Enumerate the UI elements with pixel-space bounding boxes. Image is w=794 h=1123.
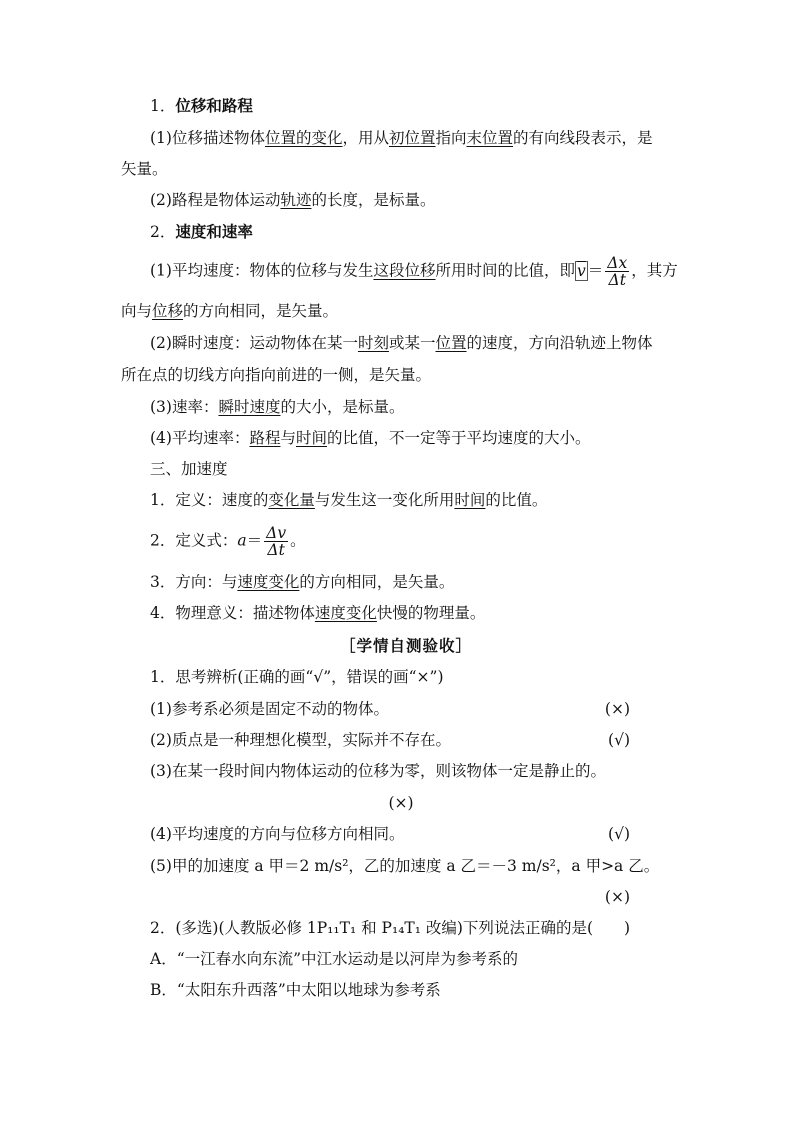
paragraph-displacement: (1)位移描述物体位置的变化，用从初位置指向末位置的有向线段表示，是 (150, 129, 653, 147)
blank-answer: 这段位移 (373, 261, 436, 280)
blank-answer: 路程 (249, 429, 281, 447)
answer-mark: (×) (604, 888, 630, 906)
answer-mark: (×) (388, 794, 414, 812)
blank-answer: 位置的变化 (264, 129, 343, 147)
paragraph-instant-velocity: (2)瞬时速度：运动物体在某一时刻或某一位置的速度，方向沿轨迹上物体 (150, 334, 653, 352)
heading-acceleration: 三、加速度 (150, 460, 228, 478)
paragraph-acceleration-formula: 2．定义式：a＝ $\frac{\Delta v}{\Delta t}$ 。 (150, 524, 306, 559)
heading-velocity-speed: 2．速度和速率 (150, 222, 253, 241)
fraction-dx-dt: $\frac{\Delta x}{\Delta t}$ (607, 254, 628, 289)
paragraph-displacement-cont: 矢量。 (121, 160, 168, 178)
question-2-option-b: B．“太阳东升西落”中太阳以地球为参考系 (150, 981, 441, 999)
fraction-dv-dt: $\frac{\Delta v}{\Delta t}$ (266, 524, 287, 559)
blank-answer: 轨迹 (280, 191, 312, 209)
paragraph-acceleration-meaning: 4．物理意义：描述物体速度变化快慢的物理量。 (150, 604, 486, 622)
paragraph-acceleration-definition: 1．定义：速度的变化量与发生这一变化所用时间的比值。 (150, 491, 548, 509)
section-title-self-test: ［学情自测验收］ (340, 636, 473, 655)
paragraph-average-velocity: (1)平均速度：物体的位移与发生这段位移所用时间的比值，即 $\overline{v}$ ＝ $\frac{\Delta x}{\Delta t}$ ，其方 (150, 254, 678, 289)
question-1-item-1: (1)参考系必须是固定不动的物体。 (×) (150, 700, 630, 718)
answer-mark: (√) (608, 825, 630, 843)
blank-answer: 时间 (454, 491, 486, 509)
blank-answer: 速度变化 (237, 573, 300, 591)
paragraph-distance: (2)路程是物体运动轨迹的长度，是标量。 (150, 191, 436, 209)
paragraph-speed: (3)速率：瞬时速度的大小，是标量。 (150, 398, 405, 416)
answer-mark: (×) (604, 700, 630, 718)
paragraph-acceleration-direction: 3．方向：与速度变化的方向相同，是矢量。 (150, 573, 455, 591)
paragraph-average-speed: (4)平均速率：路程与时间的比值，不一定等于平均速度的大小。 (150, 429, 591, 447)
blank-answer: 时间 (296, 429, 328, 447)
item-title: 位移和路程 (175, 96, 253, 115)
question-1-item-3: (3)在某一段时间内物体运动的位移为零，则该物体一定是静止的。 (150, 762, 606, 780)
paragraph-instant-velocity-cont: 所在点的切线方向指向前进的一侧，是矢量。 (121, 366, 432, 384)
question-2-option-a: A．“一江春水向东流”中江水运动是以河岸为参考系的 (150, 950, 519, 968)
blank-answer: 位置 (435, 334, 467, 352)
paragraph-average-velocity-cont: 向与位移的方向相同，是矢量。 (121, 302, 339, 320)
blank-answer: 瞬时速度 (218, 398, 281, 416)
blank-answer: 时刻 (357, 334, 389, 352)
blank-answer: 变化量 (268, 491, 315, 509)
blank-answer: 末位置 (466, 129, 514, 147)
answer-mark: (√) (608, 731, 630, 749)
question-2-stem: 2．(多选)(人教版必修 1P₁₁T₁ 和 P₁₄T₁ 改编)下列说法正确的是( ) (150, 919, 631, 937)
heading-displacement-distance (150, 95, 710, 117)
item-number: 1． (150, 97, 176, 115)
velocity-symbol: $\overline{v}$ (577, 261, 586, 280)
blank-answer: 初位置 (389, 129, 436, 147)
question-1-item-4: (4)平均速度的方向与位移方向相同。 (√) (150, 825, 630, 843)
blank-answer: 速度变化 (314, 604, 377, 622)
question-1-item-5: (5)甲的加速度 a 甲＝2 m/s²，乙的加速度 a 乙＝－3 m/s²，a 甲>a 乙。 (150, 857, 660, 875)
question-1-stem: 1．思考辨析(正确的画“√”，错误的画“×”) (150, 668, 444, 686)
blank-answer: 位移 (152, 302, 184, 320)
question-1-item-2: (2)质点是一种理想化模型，实际并不存在。 (√) (150, 731, 630, 749)
